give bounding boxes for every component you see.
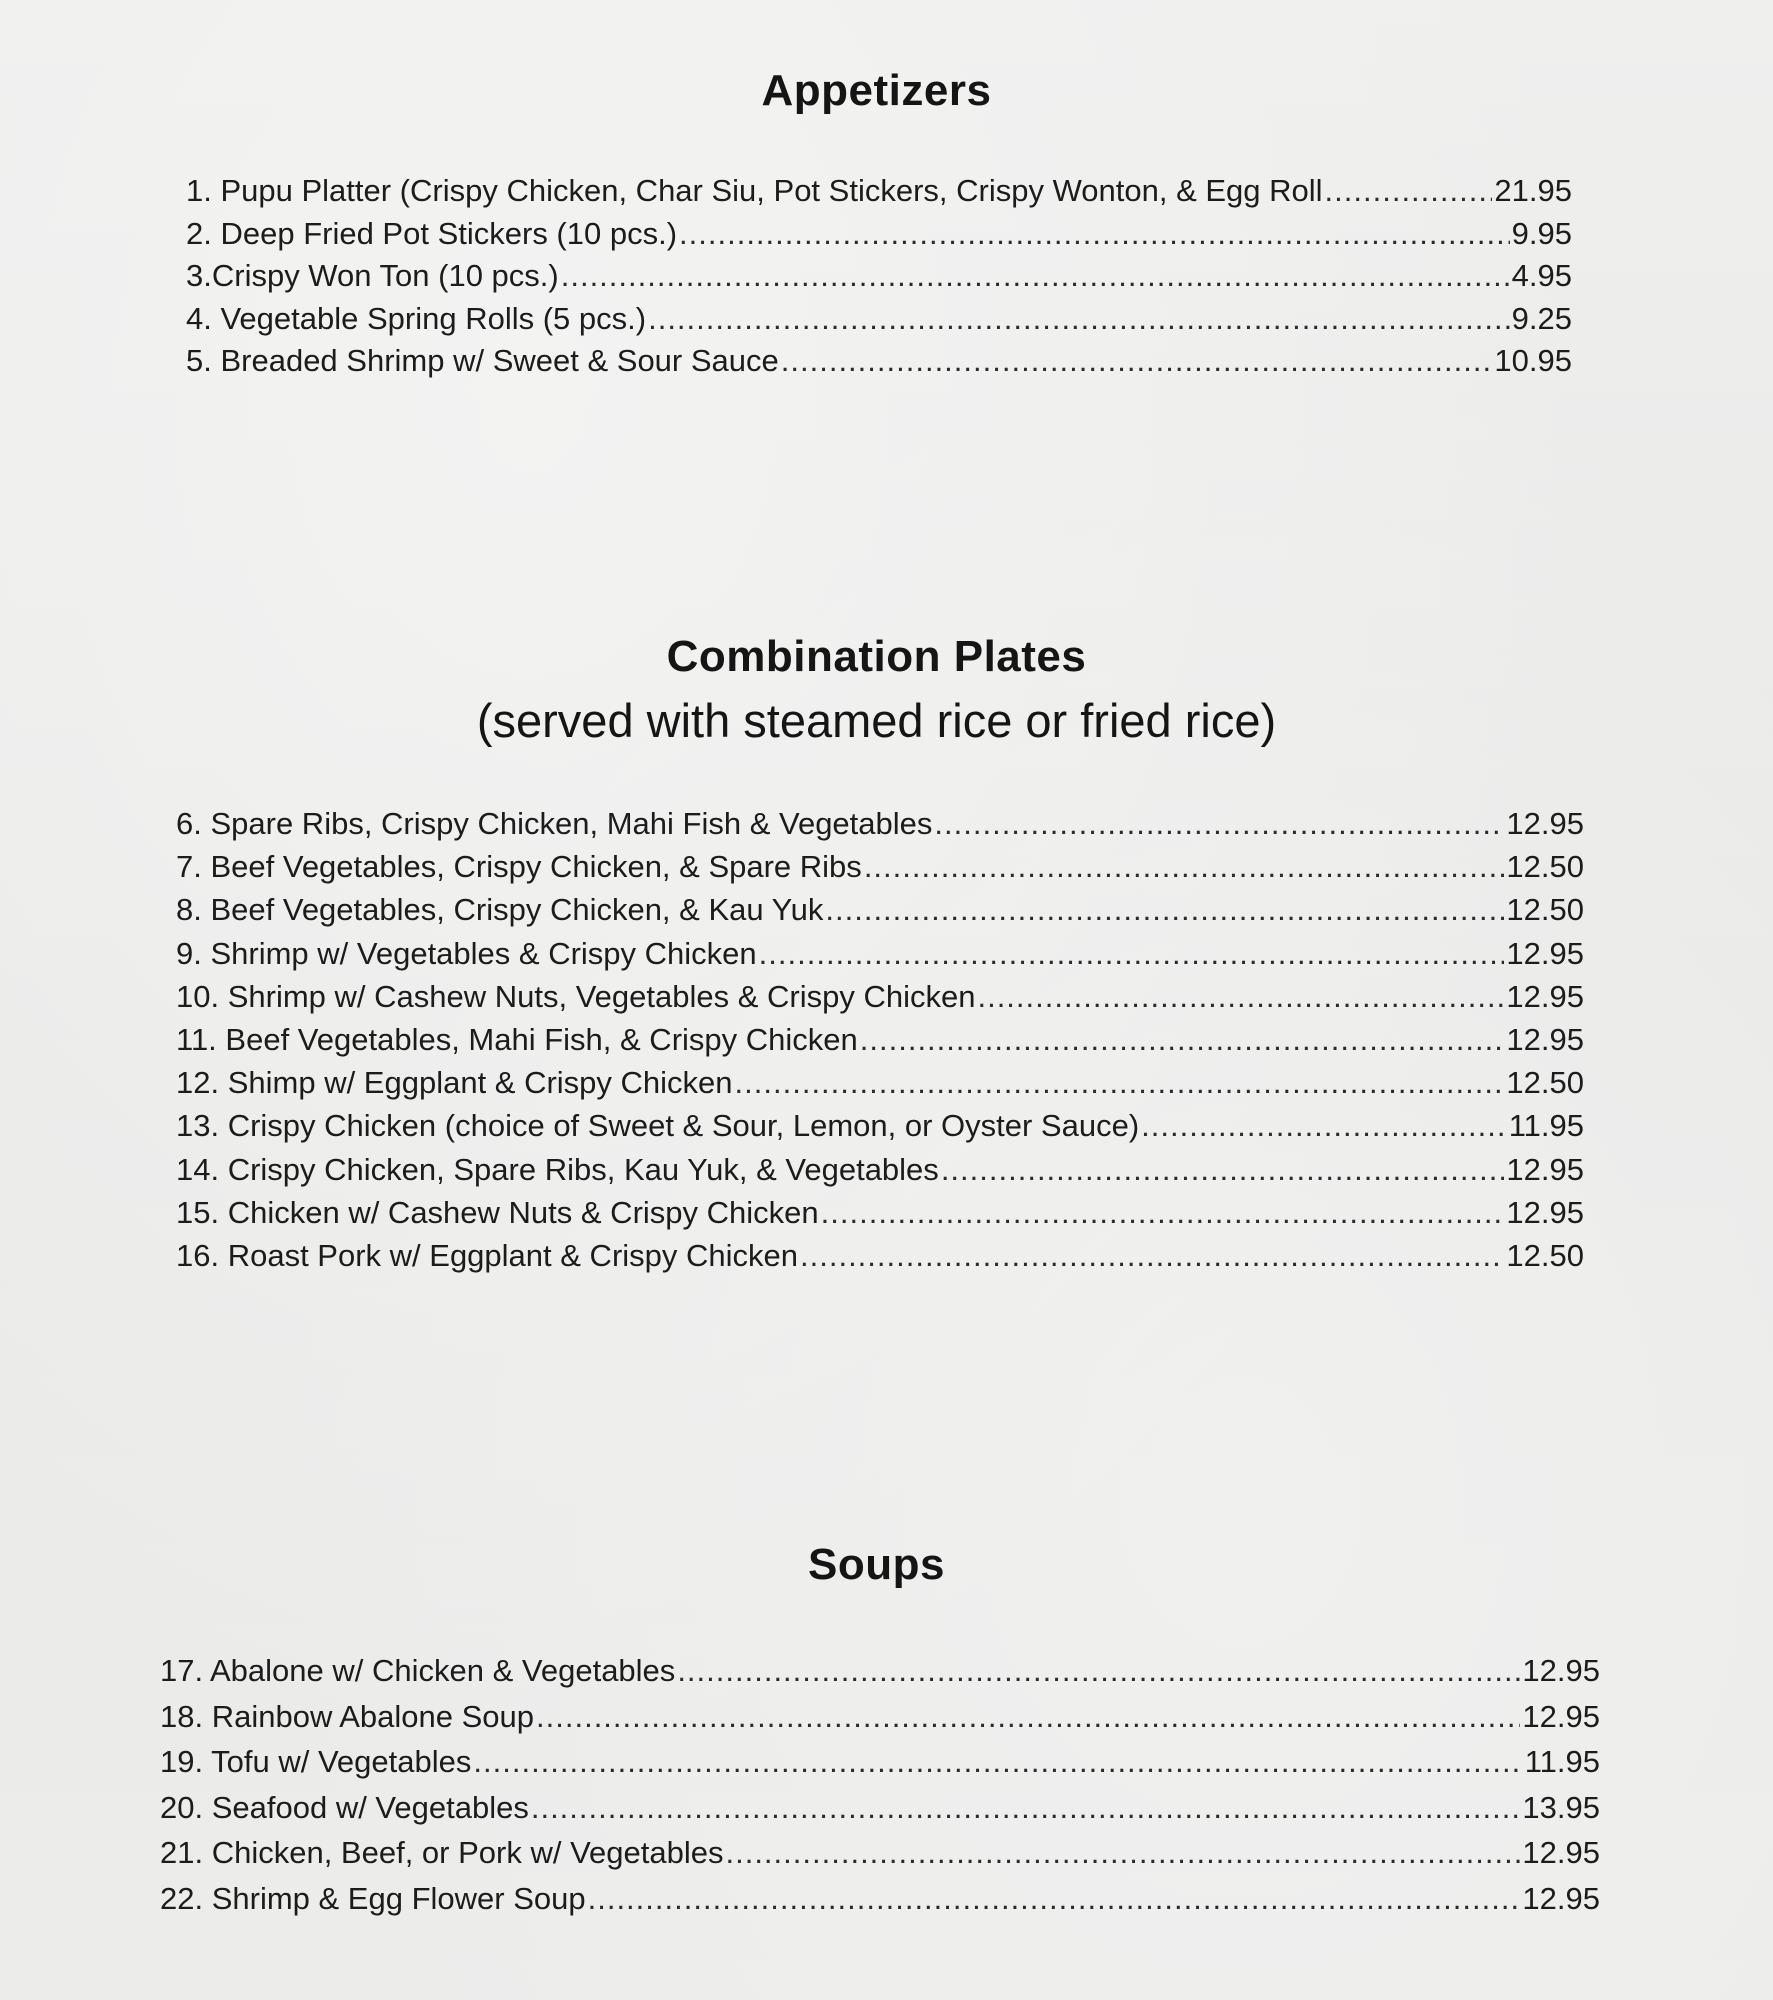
menu-item	[176, 1148, 1584, 1191]
combination-plates-heading: Combination Plates	[666, 632, 1087, 681]
item-price: 12.95	[1522, 1880, 1600, 1916]
dot-leader	[648, 298, 1510, 341]
item-price: 13.95	[1522, 1789, 1600, 1825]
menu-item	[160, 1694, 1600, 1740]
item-price: 9.95	[1511, 215, 1572, 251]
item-name: 7. Beef Vegetables, Crispy Chicken, & Spare Ribs	[176, 849, 862, 885]
item-price: 12.50	[1506, 1065, 1584, 1101]
item-price: 12.95	[1506, 1151, 1584, 1187]
menu-item	[160, 1648, 1600, 1694]
dot-leader	[473, 1739, 1522, 1785]
item-name: 8. Beef Vegetables, Crispy Chicken, & Kau Yuk	[176, 892, 824, 928]
soups-heading: Soups	[808, 1540, 945, 1589]
combination-plates-list	[176, 802, 1584, 1277]
item-price: 12.95	[1506, 935, 1584, 971]
dot-leader	[1141, 1104, 1507, 1147]
item-price: 9.25	[1511, 300, 1572, 336]
dot-leader	[781, 340, 1493, 383]
item-price: 12.95	[1522, 1835, 1600, 1871]
item-name: 14. Crispy Chicken, Spare Ribs, Kau Yuk, & Vegetables	[176, 1151, 939, 1187]
item-name: 15. Chicken w/ Cashew Nuts & Crispy Chicken	[176, 1194, 819, 1230]
dot-leader	[588, 1876, 1521, 1922]
item-name: 2. Deep Fried Pot Stickers (10 pcs.)	[186, 215, 678, 251]
item-price: 12.95	[1506, 806, 1584, 841]
dot-leader	[725, 1830, 1520, 1876]
dot-leader	[677, 1648, 1520, 1694]
item-name: 5. Breaded Shrimp w/ Sweet & Sour Sauce	[186, 343, 779, 378]
item-name: 1. Pupu Platter (Crispy Chicken, Char Siu, Pot Stickers, Crispy Wonton, & Egg Roll	[186, 173, 1323, 208]
item-price: 12.50	[1506, 1237, 1584, 1273]
item-name: 16. Roast Pork w/ Eggplant & Crispy Chicken	[176, 1237, 798, 1273]
item-price: 12.95	[1506, 1021, 1584, 1057]
item-price: 12.95	[1522, 1698, 1600, 1734]
menu-item	[186, 340, 1572, 383]
dot-leader	[941, 1148, 1505, 1191]
item-price: 10.95	[1494, 343, 1572, 378]
menu-item	[176, 1018, 1584, 1061]
menu-item	[176, 932, 1584, 975]
item-name: 4. Vegetable Spring Rolls (5 pcs.)	[186, 300, 647, 336]
dot-leader	[679, 213, 1510, 256]
item-name: 21. Chicken, Beef, or Pork w/ Vegetables	[160, 1835, 724, 1871]
menu-item	[176, 888, 1584, 931]
item-price: 12.95	[1506, 978, 1584, 1014]
item-name: 11. Beef Vegetables, Mahi Fish, & Crispy Chicken	[176, 1021, 858, 1057]
dot-leader	[561, 255, 1510, 298]
item-name: 13. Crispy Chicken (choice of Sweet & Sour, Lemon, or Oyster Sauce)	[176, 1108, 1140, 1144]
menu-item	[160, 1876, 1600, 1922]
item-name: 22. Shrimp & Egg Flower Soup	[160, 1880, 586, 1916]
item-name: 20. Seafood w/ Vegetables	[160, 1789, 529, 1825]
menu-item	[176, 1234, 1584, 1277]
item-name: 17. Abalone w/ Chicken & Vegetables	[160, 1653, 676, 1688]
menu-item	[186, 255, 1572, 298]
combination-plates-subtitle: (served with steamed rice or fried rice)	[476, 694, 1277, 747]
dot-leader	[531, 1785, 1521, 1831]
appetizers-heading: Appetizers	[761, 66, 992, 115]
item-price: 4.95	[1511, 258, 1572, 293]
menu-item	[186, 213, 1572, 256]
menu-item	[176, 845, 1584, 888]
item-price: 11.95	[1508, 1108, 1584, 1144]
dot-leader	[864, 845, 1505, 888]
menu-item	[186, 170, 1572, 213]
menu-item	[176, 802, 1584, 845]
item-price: 12.95	[1522, 1653, 1600, 1688]
item-name: 10. Shrimp w/ Cashew Nuts, Vegetables & Crispy Chicken	[176, 978, 976, 1014]
menu-item	[186, 298, 1572, 341]
item-name: 9. Shrimp w/ Vegetables & Crispy Chicken	[176, 935, 757, 971]
item-price: 11.95	[1524, 1744, 1600, 1780]
menu-item	[176, 1104, 1584, 1147]
item-name: 18. Rainbow Abalone Soup	[160, 1698, 535, 1734]
item-price: 12.50	[1506, 892, 1584, 928]
item-name: 12. Shimp w/ Eggplant & Crispy Chicken	[176, 1065, 733, 1101]
dot-leader	[800, 1234, 1504, 1277]
menu-item	[176, 1061, 1584, 1104]
menu-item	[176, 975, 1584, 1018]
menu-item	[176, 1191, 1584, 1234]
item-name: 6. Spare Ribs, Crispy Chicken, Mahi Fish & Vegetables	[176, 806, 933, 841]
dot-leader	[825, 888, 1504, 931]
item-name: 3.Crispy Won Ton (10 pcs.)	[186, 258, 559, 293]
item-price: 12.95	[1506, 1194, 1584, 1230]
soups-list	[160, 1648, 1600, 1922]
menu-item	[160, 1739, 1600, 1785]
menu-item	[160, 1830, 1600, 1876]
menu-item	[160, 1785, 1600, 1831]
dot-leader	[977, 975, 1504, 1018]
dot-leader	[934, 802, 1504, 845]
item-price: 12.50	[1506, 849, 1584, 885]
dot-leader	[536, 1694, 1520, 1740]
dot-leader	[1325, 170, 1493, 213]
appetizers-list	[186, 170, 1572, 383]
dot-leader	[735, 1061, 1505, 1104]
dot-leader	[860, 1018, 1505, 1061]
dot-leader	[821, 1191, 1505, 1234]
dot-leader	[759, 932, 1505, 975]
item-name: 19. Tofu w/ Vegetables	[160, 1744, 472, 1780]
item-price: 21.95	[1494, 173, 1572, 208]
